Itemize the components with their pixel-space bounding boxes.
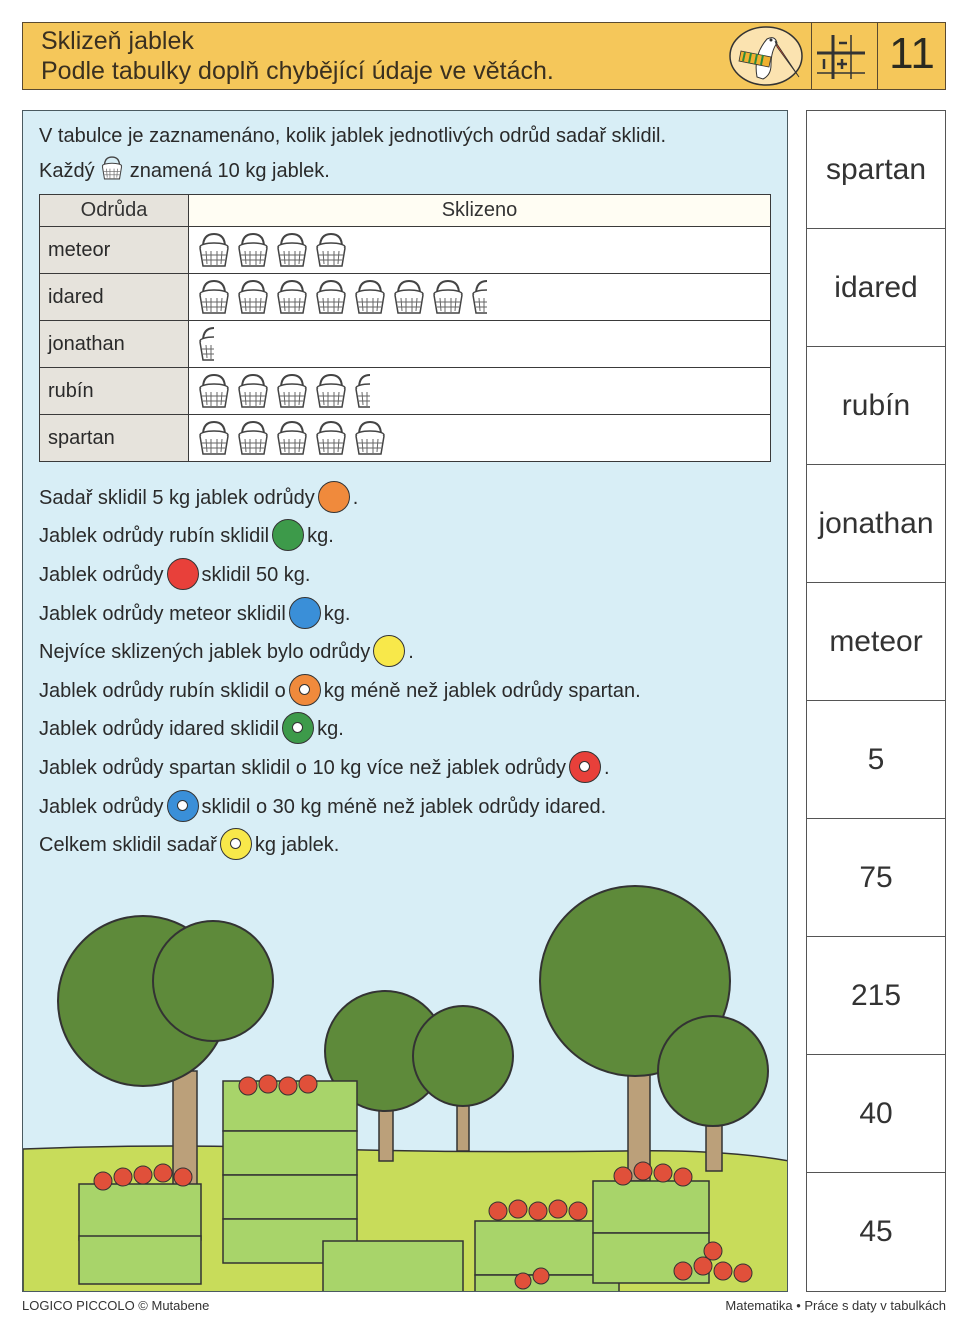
intro-line-1: V tabulce je zaznamenáno, kolik jablek jednotlivých odrůd sadař sklidil. [39,125,667,147]
half-basket-icon [353,372,370,410]
half-basket-icon [197,325,214,363]
answer-option[interactable]: spartan [807,111,945,229]
table-row [40,321,771,368]
sentence-line [39,558,310,590]
basket-icon [314,419,348,457]
basket-icon [353,419,387,457]
basket-icon [275,231,309,269]
sentence-text-after: sklidil 50 kg. [201,564,311,586]
basket-icon [197,372,231,410]
basket-icon [197,231,231,269]
sentence-text-before: Sadař sklidil 5 kg jablek odrůdy [39,487,315,509]
basket-icon [236,372,270,410]
sentence-text-after: . [352,487,359,509]
basket-icon [275,372,309,410]
basket-icon [197,419,231,457]
green-answer-dot[interactable] [272,519,304,551]
sentence-text-before: Jablek odrůdy rubín sklidil [39,525,270,547]
answer-option[interactable]: 40 [807,1055,945,1173]
sentence-line [39,635,414,667]
sentence-text-before: Jablek odrůdy spartan sklidil o 10 kg více než jablek odrůdy [39,757,566,779]
table-header-row [40,195,771,227]
sentence-text-after: sklidil o 30 kg méně než jablek odrůdy idared. [201,796,607,818]
sentence-text-after: kg. [307,525,334,547]
half-basket-icon [470,278,487,316]
table-row [40,227,771,274]
sentence-text-after: kg. [317,718,344,740]
basket-icon [392,278,426,316]
answer-option[interactable]: idared [807,229,945,347]
page-title: Sklizeň jablek [41,27,194,55]
table-row [40,368,771,415]
answer-option[interactable]: 45 [859,1215,893,1248]
sentence-line [39,674,641,706]
variety-name: spartan [40,415,189,462]
sentence-line [39,790,606,822]
sentence-text-after: kg jablek. [254,834,340,856]
variety-name: jonathan [40,321,189,368]
sentence-text-before: Jablek odrůdy [39,564,164,586]
basket-cell [189,227,771,274]
basket-cell [189,321,771,368]
sentence-text-before: Jablek odrůdy [39,796,164,818]
basket-icon [236,231,270,269]
answer-option[interactable]: rubín [807,347,945,465]
basket-icon [431,278,465,316]
instruction-text: Podle tabulky doplň chybějící údaje ve větách. [41,57,554,85]
footer-publisher: LOGICO PICCOLO © Mutabene [22,1298,210,1313]
answer-option[interactable]: jonathan [807,465,945,583]
sentence-text-before: Nejvíce sklizených jablek bylo odrůdy [39,641,371,663]
sentence-text-before: Jablek odrůdy meteor sklidil [39,603,286,625]
intro-line-2-start: Každý [39,160,95,182]
header-divider [877,23,878,89]
sentence-text-before: Jablek odrůdy idared sklidil [39,718,280,740]
sentence-text-after: . [603,757,610,779]
basket-icon [236,419,270,457]
stork-mascot-icon [727,25,805,87]
answer-option[interactable]: meteor [807,583,945,701]
operations-grid-icon [813,31,869,81]
header-bar [22,22,946,90]
sentence-line [39,597,350,629]
red-answer-dot[interactable] [167,558,199,590]
exercise-panel [22,110,788,1292]
page-number: 11 [889,29,935,78]
footer-subject: Matematika • Práce s daty v tabulkách [725,1298,946,1313]
variety-name: idared [40,274,189,321]
sentence-text-after: . [408,641,414,663]
table-row [40,274,771,321]
sentence-line [39,481,358,513]
intro-line-2-end: znamená 10 kg jablek. [129,160,330,182]
basket-icon [314,372,348,410]
sentence-text-after: kg méně než jablek odrůdy spartan. [323,680,641,702]
orange-answer-dot[interactable] [289,674,321,706]
column-header-variety: Odrůda [40,195,189,227]
orange-answer-dot[interactable] [318,481,350,513]
sentence-text-before: Jablek odrůdy rubín sklidil o [39,680,286,702]
basket-cell [189,274,771,321]
yellow-answer-dot[interactable] [220,828,252,860]
answer-column [806,110,946,1292]
basket-cell [189,368,771,415]
blue-answer-dot[interactable] [167,790,199,822]
pictogram-table [39,194,771,462]
basket-icon [100,155,124,181]
sentence-line [39,828,339,860]
blue-answer-dot[interactable] [289,597,321,629]
basket-cell [189,415,771,462]
basket-icon [314,278,348,316]
green-answer-dot[interactable] [282,712,314,744]
sentence-text-before: Celkem sklidil sadař [39,834,217,856]
answer-option[interactable]: 215 [807,937,945,1055]
intro-line-2 [39,155,330,183]
answer-option[interactable]: 75 [807,819,945,937]
basket-icon [197,278,231,316]
basket-icon [275,419,309,457]
variety-name: meteor [40,227,189,274]
answer-option[interactable]: 5 [807,701,945,819]
sentence-line [39,751,610,783]
basket-icon [275,278,309,316]
red-answer-dot[interactable] [569,751,601,783]
table-row [40,415,771,462]
sentence-text-after: kg. [323,603,351,625]
variety-name: rubín [40,368,189,415]
orchard-illustration [23,881,788,1292]
column-header-harvested: Sklizeno [189,195,771,227]
basket-icon [353,278,387,316]
sentence-line [39,712,344,744]
header-divider [811,23,812,89]
yellow-answer-dot[interactable] [373,635,405,667]
sentence-line [39,519,334,551]
basket-icon [314,231,348,269]
basket-icon [236,278,270,316]
